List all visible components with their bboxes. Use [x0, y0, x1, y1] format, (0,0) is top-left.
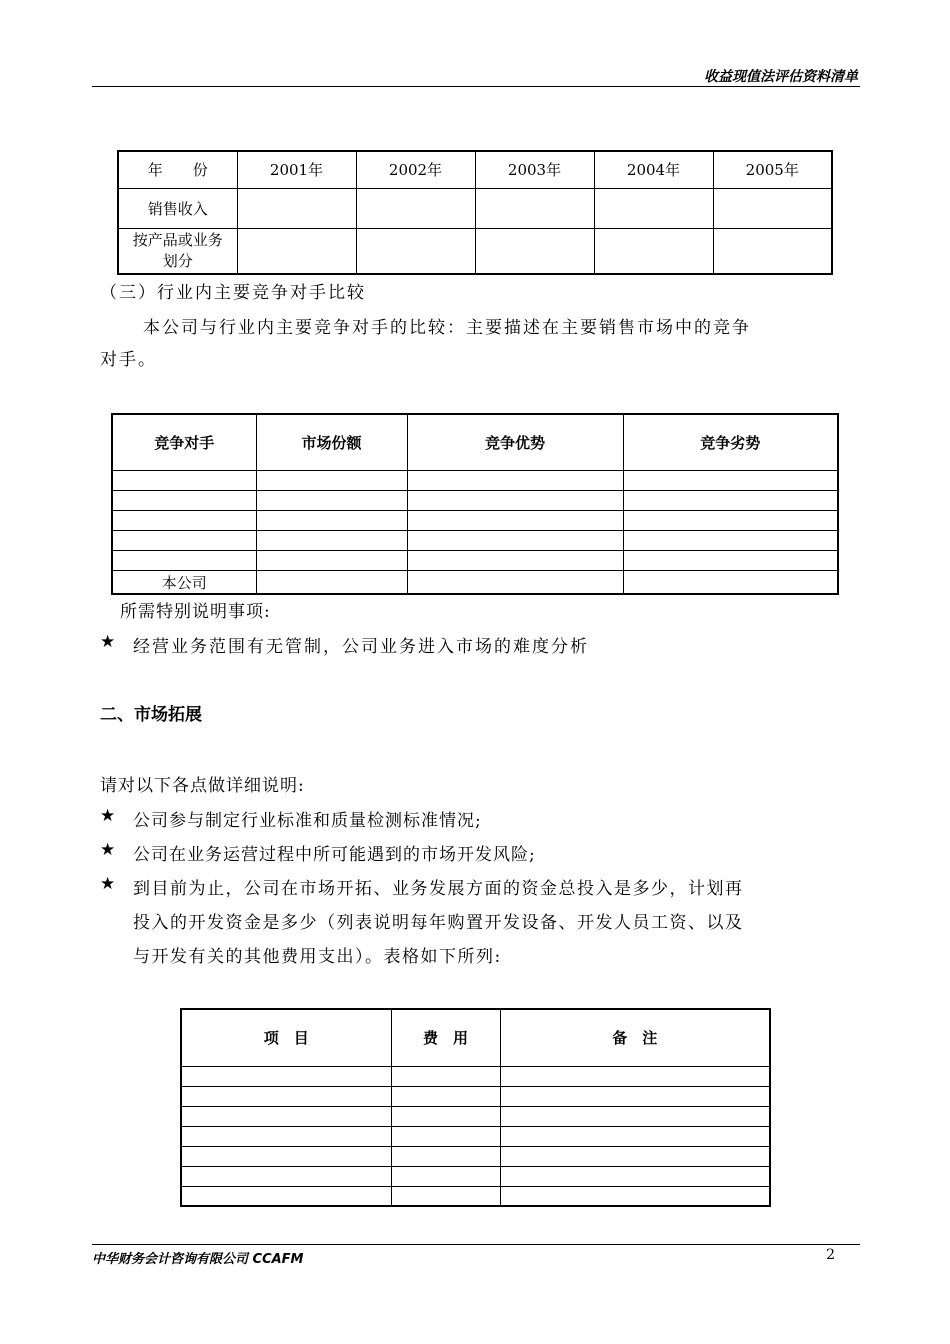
table-row — [118, 228, 832, 274]
table-cell — [475, 228, 594, 274]
table-row — [181, 1086, 770, 1106]
expense-table — [180, 1008, 771, 1207]
year-cell: 2004年 — [594, 151, 713, 188]
table-cell — [356, 228, 475, 274]
table-row — [181, 1186, 770, 1206]
intro-text: 请对以下各点做详细说明: — [100, 776, 305, 796]
table-row — [112, 510, 838, 530]
table-row — [112, 490, 838, 510]
table-cell — [256, 570, 407, 594]
column-header: 费 用 — [391, 1009, 500, 1066]
year-cell: 2002年 — [356, 151, 475, 188]
table-cell — [407, 530, 623, 550]
table-cell — [237, 188, 356, 228]
column-header: 市场份额 — [256, 414, 407, 470]
year-cell: 2001年 — [237, 151, 356, 188]
table-cell — [181, 1166, 391, 1186]
table-cell — [407, 470, 623, 490]
table-row — [112, 470, 838, 490]
footer-rule — [92, 1244, 860, 1245]
table-cell — [623, 530, 838, 550]
column-header: 备 注 — [500, 1009, 770, 1066]
bullet-text: 到目前为止，公司在市场开拓、业务发展方面的资金总投入是多少，计划再 — [133, 879, 744, 899]
page-number: 2 — [826, 1247, 835, 1263]
row-label-sales: 销售收入 — [118, 188, 237, 228]
section-heading: 二、市场拓展 — [100, 705, 202, 725]
table-cell — [391, 1166, 500, 1186]
table-cell — [391, 1066, 500, 1086]
bullet-text-continued: 与开发有关的其他费用支出）。表格如下所列: — [133, 947, 502, 967]
row-label-line: 划分 — [162, 251, 193, 270]
table-cell — [623, 510, 838, 530]
table-cell — [594, 228, 713, 274]
table-cell — [181, 1126, 391, 1146]
table-cell — [391, 1106, 500, 1126]
table-cell — [407, 550, 623, 570]
table-cell — [594, 188, 713, 228]
star-icon: ★ — [100, 806, 116, 826]
table-cell — [500, 1126, 770, 1146]
table-row — [112, 414, 838, 470]
table-cell — [112, 550, 256, 570]
row-label-own-company: 本公司 — [112, 570, 256, 594]
table-cell — [407, 510, 623, 530]
table-cell — [181, 1186, 391, 1206]
table-cell — [713, 228, 832, 274]
table-cell — [391, 1146, 500, 1166]
table-cell — [391, 1086, 500, 1106]
table-cell — [256, 530, 407, 550]
table-cell — [500, 1106, 770, 1126]
bullet-text-continued: 投入的开发资金是多少（列表说明每年购置开发设备、开发人员工资、以及 — [133, 913, 744, 933]
year-cell: 2003年 — [475, 151, 594, 188]
table-row — [112, 570, 838, 594]
table-row — [112, 530, 838, 550]
table-cell — [623, 550, 838, 570]
table-cell — [500, 1146, 770, 1166]
table-cell — [623, 470, 838, 490]
table-cell — [500, 1166, 770, 1186]
table-cell — [713, 188, 832, 228]
column-header: 竞争对手 — [112, 414, 256, 470]
table-cell — [356, 188, 475, 228]
table-cell — [112, 490, 256, 510]
table-row — [181, 1126, 770, 1146]
year-cell: 2005年 — [713, 151, 832, 188]
table-cell — [256, 510, 407, 530]
header-title: 收益现值法评估资料清单 — [704, 69, 858, 85]
table-row — [181, 1066, 770, 1086]
competitor-table — [111, 413, 839, 595]
table-row — [181, 1166, 770, 1186]
column-header: 项 目 — [181, 1009, 391, 1066]
table-cell — [256, 470, 407, 490]
column-header: 竞争劣势 — [623, 414, 838, 470]
table-cell — [181, 1086, 391, 1106]
header-rule — [92, 86, 860, 87]
table-row — [181, 1146, 770, 1166]
table-cell — [391, 1126, 500, 1146]
paragraph-line: 对手。 — [100, 350, 157, 370]
table-cell — [623, 570, 838, 594]
row-label-by-product — [118, 228, 237, 274]
footer-company: 中华财务会计咨询有限公司 CCAFM — [92, 1252, 304, 1267]
star-icon: ★ — [100, 840, 116, 860]
star-icon: ★ — [100, 632, 116, 652]
table-cell — [623, 490, 838, 510]
table-cell — [391, 1186, 500, 1206]
table-cell — [500, 1186, 770, 1206]
table-cell — [181, 1066, 391, 1086]
table-cell — [500, 1066, 770, 1086]
table-cell — [500, 1086, 770, 1106]
table-cell — [112, 530, 256, 550]
table-cell — [112, 470, 256, 490]
bullet-text: 公司在业务运营过程中所可能遇到的市场开发风险; — [133, 845, 536, 865]
table-row — [118, 151, 832, 188]
table-cell — [181, 1146, 391, 1166]
year-header-cell: 年 份 — [118, 151, 237, 188]
bullet-text: 经营业务范围有无管制，公司业务进入市场的难度分析 — [133, 637, 589, 657]
special-notes-label: 所需特别说明事项: — [120, 602, 271, 622]
table-row — [181, 1009, 770, 1066]
bullet-text: 公司参与制定行业标准和质量检测标准情况; — [133, 811, 482, 831]
table-cell — [475, 188, 594, 228]
table-cell — [181, 1106, 391, 1126]
paragraph-line: 本公司与行业内主要竞争对手的比较：主要描述在主要销售市场中的竞争 — [143, 318, 751, 338]
table-cell — [112, 510, 256, 530]
section-title: （三）行业内主要竞争对手比较 — [100, 283, 366, 303]
table-row — [118, 188, 832, 228]
table-row — [181, 1106, 770, 1126]
table-cell — [407, 570, 623, 594]
column-header: 竞争优势 — [407, 414, 623, 470]
sales-table — [117, 150, 833, 275]
table-cell — [256, 550, 407, 570]
table-cell — [256, 490, 407, 510]
table-cell — [407, 490, 623, 510]
table-cell — [237, 228, 356, 274]
star-icon: ★ — [100, 874, 116, 894]
table-row — [112, 550, 838, 570]
row-label-line: 按产品或业务 — [132, 230, 223, 249]
